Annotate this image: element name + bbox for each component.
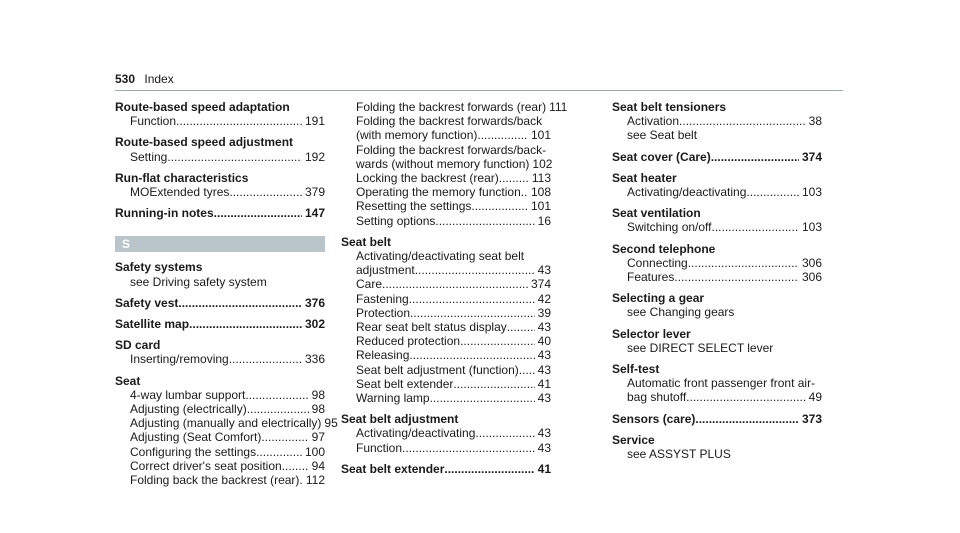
section-letter: S bbox=[115, 236, 325, 252]
index-subentry-text: Setting options bbox=[356, 213, 436, 228]
index-subentry-text: bag shutoff bbox=[627, 390, 687, 405]
index-heading-line bbox=[115, 100, 325, 114]
index-subentry-text: Connecting bbox=[627, 255, 688, 270]
index-heading: Service bbox=[612, 432, 655, 447]
index-subentry-text: Switching on/off bbox=[627, 220, 712, 235]
index-subentry bbox=[341, 391, 551, 405]
index-entry bbox=[341, 462, 551, 476]
page-reference: 98 bbox=[311, 387, 325, 402]
index-subentry bbox=[115, 150, 325, 164]
page-reference: 39 bbox=[537, 305, 551, 320]
index-subentry bbox=[341, 441, 551, 455]
index-subentry-text: Adjusting (manually and electrically) bbox=[130, 416, 322, 431]
dot-leader bbox=[711, 150, 799, 164]
index-subentry bbox=[341, 214, 551, 228]
index-subentry-text: Warning lamp bbox=[356, 391, 430, 406]
index-subentry-text: Function bbox=[130, 114, 177, 129]
index-subentry bbox=[341, 377, 551, 391]
index-entry bbox=[341, 412, 551, 455]
page-reference: 108 bbox=[530, 185, 551, 200]
page-reference: 43 bbox=[537, 348, 551, 363]
index-subentry bbox=[341, 320, 551, 334]
page-reference: 376 bbox=[304, 295, 325, 310]
index-subentry-text: Adjusting (Seat Comfort) bbox=[130, 430, 262, 445]
dot-leader bbox=[247, 402, 309, 416]
dot-leader bbox=[189, 317, 302, 331]
dot-leader bbox=[409, 348, 534, 362]
index-heading: Seat heater bbox=[612, 170, 677, 185]
index-subentry bbox=[115, 114, 325, 128]
dot-leader bbox=[214, 206, 302, 220]
index-heading-line bbox=[115, 296, 325, 310]
dot-leader bbox=[712, 220, 799, 234]
page-reference: 97 bbox=[311, 430, 325, 445]
index-heading-line bbox=[612, 433, 822, 447]
index-heading-line bbox=[612, 150, 822, 164]
index-subentry bbox=[115, 473, 325, 487]
dot-leader bbox=[475, 426, 534, 440]
dot-leader bbox=[178, 296, 302, 310]
page-reference: 41 bbox=[537, 461, 551, 476]
index-heading-line bbox=[612, 327, 822, 341]
index-entry bbox=[612, 242, 822, 285]
index-heading: Seat belt tensioners bbox=[612, 100, 727, 114]
page-reference: 94 bbox=[311, 458, 325, 473]
index-heading-line bbox=[612, 242, 822, 256]
dot-leader bbox=[382, 277, 528, 291]
index-heading-line bbox=[612, 362, 822, 376]
index-heading: Run-flat characteristics bbox=[115, 170, 249, 185]
index-heading: Seat cover (Care) bbox=[612, 149, 711, 164]
index-subentry bbox=[341, 185, 551, 199]
index-subentry-text: see ASSYST PLUS bbox=[627, 447, 731, 462]
page-reference: 374 bbox=[530, 277, 551, 292]
index-subentry-text: Rear seat belt status display bbox=[356, 320, 507, 335]
index-subentry-text: 4-way lumbar support bbox=[130, 387, 246, 402]
index-heading: Selector lever bbox=[612, 326, 691, 341]
index-subentry bbox=[612, 305, 822, 319]
page-reference: 302 bbox=[304, 317, 325, 332]
index-subentry bbox=[612, 376, 822, 390]
index-subentry bbox=[115, 416, 338, 431]
page-reference: 113 bbox=[531, 171, 551, 186]
index-subentry bbox=[341, 348, 551, 362]
index-subentry-text: Fastening bbox=[356, 291, 409, 306]
dot-leader bbox=[499, 171, 529, 185]
index-heading-line bbox=[115, 206, 325, 220]
index-heading: SD card bbox=[115, 338, 161, 353]
page-reference: 43 bbox=[537, 320, 551, 335]
index-subentry-text: Operating the memory function bbox=[356, 185, 521, 200]
index-entry bbox=[612, 412, 822, 426]
index-entry bbox=[341, 100, 568, 228]
index-heading-line bbox=[341, 412, 551, 426]
index-subentry-text: see Changing gears bbox=[627, 305, 735, 320]
index-subentry-text: Resetting the settings bbox=[356, 199, 472, 214]
index-subentry bbox=[341, 128, 551, 142]
dot-leader bbox=[261, 430, 308, 444]
dot-leader bbox=[415, 263, 535, 277]
index-subentry bbox=[115, 352, 325, 366]
index-subentry-text: Activating/deactivating bbox=[356, 426, 476, 441]
page-reference: 95 bbox=[324, 416, 338, 431]
index-heading-line bbox=[341, 462, 551, 476]
index-subentry bbox=[341, 363, 551, 377]
page-header bbox=[115, 72, 174, 86]
index-subentry bbox=[612, 220, 822, 234]
index-subentry-text: Folding the backrest forwards/back bbox=[356, 114, 543, 129]
dot-leader bbox=[679, 114, 806, 128]
dot-leader bbox=[409, 292, 535, 306]
index-entry bbox=[115, 206, 325, 220]
index-subentry bbox=[115, 388, 325, 402]
index-subentry-text: MOExtended tyres bbox=[130, 185, 230, 200]
dot-leader bbox=[444, 462, 534, 476]
page-reference: 101 bbox=[530, 199, 551, 214]
index-subentry-text: Locking the backrest (rear) bbox=[356, 171, 499, 186]
index-heading: Self-test bbox=[612, 362, 660, 377]
page-reference: 100 bbox=[304, 444, 325, 459]
index-heading-line bbox=[115, 338, 325, 352]
index-entry bbox=[115, 260, 325, 288]
index-heading: Seat bbox=[115, 373, 141, 388]
dot-leader bbox=[176, 114, 302, 128]
index-column-3 bbox=[612, 100, 822, 468]
index-heading: Sensors (care) bbox=[612, 411, 696, 426]
index-subentry bbox=[341, 157, 551, 171]
index-subentry bbox=[115, 445, 325, 459]
page-reference: 38 bbox=[808, 114, 822, 129]
page-reference: 43 bbox=[537, 391, 551, 406]
page-reference: 111 bbox=[549, 100, 568, 114]
index-subentry bbox=[612, 256, 822, 270]
index-subentry-text: Setting bbox=[130, 149, 168, 164]
page-number: 530 bbox=[115, 72, 136, 86]
index-heading-line bbox=[612, 171, 822, 185]
index-heading-line bbox=[612, 206, 822, 220]
dot-leader bbox=[256, 445, 302, 459]
index-subentry-text: (with memory function) bbox=[356, 128, 478, 143]
index-heading: Safety systems bbox=[115, 260, 203, 275]
index-subentry bbox=[115, 402, 325, 416]
page-reference: 103 bbox=[801, 220, 822, 235]
header-divider bbox=[115, 90, 843, 91]
index-subentry-text: Activating/deactivating seat belt bbox=[356, 249, 525, 264]
index-entry bbox=[115, 338, 325, 366]
index-subentry bbox=[612, 114, 822, 128]
index-subentry-text: wards (without memory function) bbox=[356, 156, 530, 171]
page-reference: 374 bbox=[801, 149, 822, 164]
index-entry bbox=[612, 206, 822, 234]
page-reference: 191 bbox=[304, 114, 325, 129]
dot-leader bbox=[167, 150, 302, 164]
dot-leader bbox=[402, 441, 535, 455]
index-subentry-text: Inserting/removing bbox=[130, 352, 229, 367]
index-subentry bbox=[341, 334, 551, 348]
page-title: Index bbox=[144, 72, 174, 86]
page-reference: 379 bbox=[304, 185, 325, 200]
index-subentry-text: Folding the backrest forwards/back- bbox=[356, 142, 547, 157]
index-subentry-text: Configuring the settings bbox=[130, 444, 257, 459]
index-subentry-text: Function bbox=[356, 440, 403, 455]
index-subentry-text: Features bbox=[627, 270, 675, 285]
index-subentry-text: Adjusting (electrically) bbox=[130, 402, 247, 417]
page-reference: 306 bbox=[801, 270, 822, 285]
index-heading: Seat ventilation bbox=[612, 206, 701, 221]
dot-leader bbox=[695, 412, 799, 426]
index-subentry-text: see DIRECT SELECT lever bbox=[627, 340, 774, 355]
index-subentry bbox=[341, 249, 551, 263]
page-reference: 49 bbox=[808, 390, 822, 405]
index-subentry bbox=[341, 114, 551, 128]
index-subentry-text: Automatic front passenger front air- bbox=[627, 376, 816, 391]
index-heading-line bbox=[115, 317, 325, 331]
page-reference: 336 bbox=[304, 352, 325, 367]
index-heading: Satellite map bbox=[115, 317, 190, 332]
index-subentry-text: Folding the backrest forwards (rear) bbox=[356, 100, 547, 114]
index-subentry-text: Correct driver's seat position bbox=[130, 458, 282, 473]
index-subentry-text: Folding back the backrest (rear) bbox=[130, 473, 300, 488]
index-subentry bbox=[341, 171, 551, 185]
index-subentry-text: adjustment bbox=[356, 263, 415, 278]
index-subentry bbox=[612, 185, 822, 199]
dot-leader bbox=[477, 128, 528, 142]
dot-leader bbox=[507, 320, 535, 334]
index-heading: Seat belt extender bbox=[341, 461, 445, 476]
index-heading-line bbox=[612, 412, 822, 426]
page-reference: 373 bbox=[801, 411, 822, 426]
index-heading: Route-based speed adjustment bbox=[115, 135, 294, 150]
dot-leader bbox=[686, 390, 805, 404]
index-entry bbox=[341, 235, 551, 405]
index-subentry bbox=[115, 185, 325, 199]
index-subentry-text: Activation bbox=[627, 114, 680, 129]
page-reference: 43 bbox=[537, 263, 551, 278]
index-entry bbox=[115, 135, 325, 163]
index-heading-line bbox=[612, 291, 822, 305]
page-reference: 103 bbox=[801, 185, 822, 200]
index-heading-line bbox=[115, 260, 325, 274]
dot-leader bbox=[229, 185, 302, 199]
index-subentry bbox=[341, 277, 551, 291]
index-heading-line bbox=[612, 100, 822, 114]
page-reference: 98 bbox=[311, 402, 325, 417]
index-subentry bbox=[612, 270, 822, 284]
page-reference: 43 bbox=[537, 362, 551, 377]
index-subentry bbox=[115, 275, 325, 289]
page-reference: 42 bbox=[537, 291, 551, 306]
index-heading: Seat belt bbox=[341, 234, 392, 249]
index-subentry bbox=[341, 199, 551, 213]
index-entry bbox=[612, 362, 822, 405]
index-heading: Second telephone bbox=[612, 241, 716, 256]
page-reference: 16 bbox=[537, 213, 551, 228]
page-reference: 41 bbox=[537, 376, 551, 391]
index-subentry-text: see Driving safety system bbox=[130, 274, 267, 289]
index-subentry-text: Reduced protection bbox=[356, 334, 461, 349]
page-reference: 102 bbox=[532, 156, 553, 171]
dot-leader bbox=[674, 270, 799, 284]
dot-leader bbox=[688, 256, 799, 270]
dot-leader bbox=[410, 306, 535, 320]
index-subentry bbox=[341, 263, 551, 277]
dot-leader bbox=[519, 363, 535, 377]
page-reference: 101 bbox=[530, 128, 551, 143]
index-entry bbox=[115, 317, 325, 331]
index-entry bbox=[115, 373, 338, 488]
index-entry bbox=[612, 171, 822, 199]
index-subentry bbox=[612, 341, 822, 355]
index-entry bbox=[612, 291, 822, 319]
index-subentry bbox=[612, 390, 822, 404]
dot-leader bbox=[282, 459, 309, 473]
index-entry bbox=[612, 150, 822, 164]
index-entry bbox=[612, 433, 822, 461]
dot-leader bbox=[435, 214, 534, 228]
index-column-2 bbox=[341, 100, 568, 483]
index-subentry-text: Seat belt adjustment (function) bbox=[356, 362, 519, 377]
index-subentry-text: Activating/deactivating bbox=[627, 185, 747, 200]
index-heading-line bbox=[341, 235, 551, 249]
index-subentry bbox=[115, 430, 325, 444]
index-heading: Safety vest bbox=[115, 295, 179, 310]
index-subentry-text: Seat belt extender bbox=[356, 376, 454, 391]
index-subentry bbox=[341, 292, 551, 306]
index-entry bbox=[115, 296, 325, 310]
dot-leader bbox=[453, 377, 534, 391]
index-entry bbox=[115, 171, 325, 199]
index-subentry-text: see Seat belt bbox=[627, 128, 698, 143]
index-heading-line bbox=[115, 135, 325, 149]
index-heading: Route-based speed adaptation bbox=[115, 100, 290, 114]
page-reference: 112 bbox=[305, 473, 325, 488]
dot-leader bbox=[245, 388, 308, 402]
dot-leader bbox=[430, 391, 535, 405]
index-entry bbox=[115, 100, 325, 128]
index-entry bbox=[612, 100, 822, 143]
page-reference: 306 bbox=[801, 255, 822, 270]
index-heading-line bbox=[115, 171, 325, 185]
index-subentry bbox=[341, 306, 551, 320]
index-subentry-text: Care bbox=[356, 277, 383, 292]
dot-leader bbox=[746, 185, 799, 199]
page-reference: 43 bbox=[537, 440, 551, 455]
index-heading: Seat belt adjustment bbox=[341, 412, 459, 427]
index-subentry bbox=[612, 447, 822, 461]
index-subentry bbox=[341, 100, 568, 114]
index-entry bbox=[612, 327, 822, 355]
index-subentry bbox=[341, 426, 551, 440]
index-heading: Running-in notes bbox=[115, 206, 214, 221]
index-heading-line bbox=[115, 374, 325, 388]
index-subentry bbox=[612, 128, 822, 142]
dot-leader bbox=[229, 352, 302, 366]
dot-leader bbox=[460, 334, 535, 348]
page-reference: 40 bbox=[537, 334, 551, 349]
index-subentry-text: Releasing bbox=[356, 348, 410, 363]
dot-leader bbox=[521, 185, 528, 199]
dot-leader bbox=[471, 199, 528, 213]
page-reference: 147 bbox=[304, 206, 325, 221]
index-heading: Selecting a gear bbox=[612, 291, 705, 306]
index-subentry bbox=[341, 143, 551, 157]
page-reference: 43 bbox=[537, 426, 551, 441]
index-subentry-text: Protection bbox=[356, 305, 411, 320]
page-reference: 192 bbox=[304, 149, 325, 164]
index-column-1 bbox=[115, 100, 338, 494]
index-subentry bbox=[115, 459, 325, 473]
